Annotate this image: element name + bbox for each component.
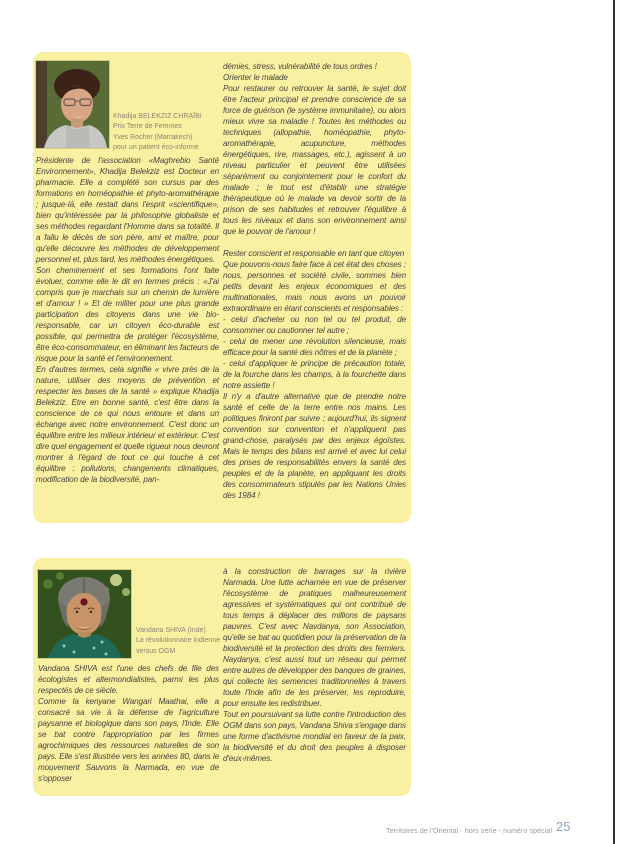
article-column-left bbox=[38, 663, 219, 784]
paragraph: Comme la kenyane Wangari Maathai, elle a consacré sa vie à la défense de l'agriculture paysanne et biologique dans son pays, l'Inde. Elle se bat contre l'appropriation par les firmes agrochimiques des ressources naturelles de son pays. Elle s'est illustrée vers les années 80, dans le mouvement Sauvons la Narmada, en vue de s'opposer bbox=[38, 697, 219, 783]
caption-name: Vandana SHIVA (Inde) bbox=[136, 627, 206, 634]
paragraph: Il n'y a d'autre alternative que de prendre notre santé et celle de la terre entre nos mains. Les politiques finiront par suivre ; aujourd'hui, ils signent convention sur convention et n'appliquent pas grand-chose, paralysés par des enjeux égoïstes. Mais le temps des bilans est arrivé et avec lui celui des prises de responsabilités envers la santé des peuples et de la planète, en appliquant les droits des consommateurs stipulés par les Nations Unies dès 1984 ! bbox=[223, 392, 406, 500]
article-column-right bbox=[223, 61, 406, 501]
portrait-photo-vandana bbox=[38, 570, 131, 658]
caption-sponsor: Yves Rocher (Marrakech) bbox=[113, 133, 193, 141]
paragraph: Présidente de l'association «Maghrebio Santé Environnement», Khadija Belekziz est Docteur en pharmacie. Elle a complété son cursus par des formations en homéopathie et phyto-aromathérapie ; jusque-là, elle restait dans l'esprit «scientifique», bien qu'intéressée par la philosophie globaliste et ses méthodes regardant l'Homme dans sa totalité. Il a fallu le décès de son père, ami et maître, pour qu'elle découvre les méthodes de développement personnel et, plus tard, les méthodes énergétiques. bbox=[36, 156, 219, 264]
footer-journal-title: Territoires de l'Oriental - hors série - numéro spécial bbox=[386, 828, 552, 835]
caption-title: La révolutionnaire indienne bbox=[136, 637, 221, 645]
list-item: - celui d'acheter ou non tel ou tel produit, de consommer ou cautionner tel autre ; bbox=[223, 315, 406, 335]
paragraph: démies, stress, vulnérabilité de tous ordres ! bbox=[223, 62, 377, 71]
page-edge-rule bbox=[613, 0, 615, 844]
caption-motto: pour un patient éco-informé bbox=[113, 144, 199, 152]
paragraph: Pour restaurer ou retrouver la santé, le sujet doit être l'acteur principal et prendre conscience de sa force de guérison (le système immunitaire), ou alors mieux vivre sa maladie ! Toutes les méthodes ou techniques (allopathie, homéopathie, phyto-aromathérapie, acupuncture, méthodes énergétiques, rire, massages, etc.), agissent à un niveau particulier et peuvent être utilisées séparément ou conjointement pour le confort du malade ; le tout est d'établir une stratégie thérapeutique où le malade va devoir sortir de la prison de ses habitudes et retrouver l'équilibre à tous les niveaux et dans son environnement ainsi que le pouvoir de l'amour ! bbox=[223, 84, 406, 236]
portrait-vandana-illustration bbox=[38, 570, 131, 658]
caption-award: Prix Terre de Femmes bbox=[113, 123, 182, 131]
portrait-khadija-illustration bbox=[36, 61, 109, 148]
subheading: Rester conscient et responsable en tant que citoyen bbox=[223, 249, 405, 258]
paragraph: En d'autres termes, cela signifie « vivre près de la nature, utiliser des moyens de prévention et respecter les bases de la santé » explique Khadija Belekziz. Etre en bonne santé, c'est être dans la conscience de ce qui nous entoure et dans un échange avec notre environnement. C'est donc un équilibre entre les milieux intérieur et extérieur. C'est dire quel engagement et quelle rigueur nous devront montrer à l'égard de tout ce qui touche à cet équilibre : pollutions, changements climatiques, modification de la biodiversité, pan- bbox=[36, 365, 219, 484]
paragraph: Que pouvons-nous faire face à cet état des choses ; nous, personnes et société civile, sommes bien petits devant les enjeux économiques et des multinationales, mais nous avons un pouvoir extraordinaire en étant conscients et responsables : bbox=[223, 260, 406, 313]
paragraph: à la construction de barrages sur la rivière Narmada. Une lutte acharnée en vue de préserver l'écosystème de pratiques malheureusement agressives et systématiques qui ont contribué de tous temps à déplacer des millions de paysans pauvres. C'est avec Navdanya, son Association, qu'elle se bat au quotidien pour la préservation de la biodiversité et la protection des droits des fermiers. Naydanya, c'est aussi tout un réseau qui permet entre autres de développer des banques de graines, qui collecte les semences traditionnelles à travers toute l'Inde afin de les préserver, les reproduire, pour ensuite les redistribuer. bbox=[223, 567, 406, 708]
subheading: Orienter le malade bbox=[223, 73, 288, 82]
photo-caption-khadija bbox=[113, 112, 228, 154]
paragraph: Tout en poursuivant sa lutte contre l'introduction des OGM dans son pays, Vandana Shiva s'engage dans une forme d'activisme mondial en faveur de la paix, la biodiversité et du droit des peuples à disposer d'eux-mêmes. bbox=[223, 710, 406, 763]
paragraph: Vandana SHIVA est l'une des chefs de file des écologistes et altermondialistes, parmi les plus respectés de ce siècle. bbox=[38, 664, 219, 695]
profile-card-khadija bbox=[33, 52, 411, 523]
list-item: - celui d'appliquer le principe de précaution totale, de la fourche dans les champs, à la fourchette dans notre assiette ! bbox=[223, 359, 406, 390]
caption-subtitle: versus OGM bbox=[136, 647, 176, 655]
paragraph: Son cheminement et ses formations l'ont faite évoluer, comme elle le dit en termes précis : «J'ai compris que je marchais sur un chemin de lumière et d'amour ! » Et de militer pour une plus grande participation des citoyens dans une vie bio-responsable, car un citoyen éco-durable est possible, qui permettra de protéger l'écosystème, être éco-consommateur, en éliminant les facteurs de risque pour la santé et l'environnement. bbox=[36, 266, 219, 363]
page-number: 25 bbox=[556, 819, 571, 834]
article-column-left bbox=[36, 155, 219, 485]
portrait-photo-khadija bbox=[36, 61, 109, 148]
caption-name: Khadija BELEKZIZ CHRAÏBI bbox=[113, 113, 202, 120]
list-item: - celui de mener une révolution silencieuse, mais efficace pour la santé des nôtres et de la planète ; bbox=[223, 337, 406, 357]
profile-card-vandana bbox=[33, 558, 411, 796]
article-column-right bbox=[223, 566, 406, 764]
